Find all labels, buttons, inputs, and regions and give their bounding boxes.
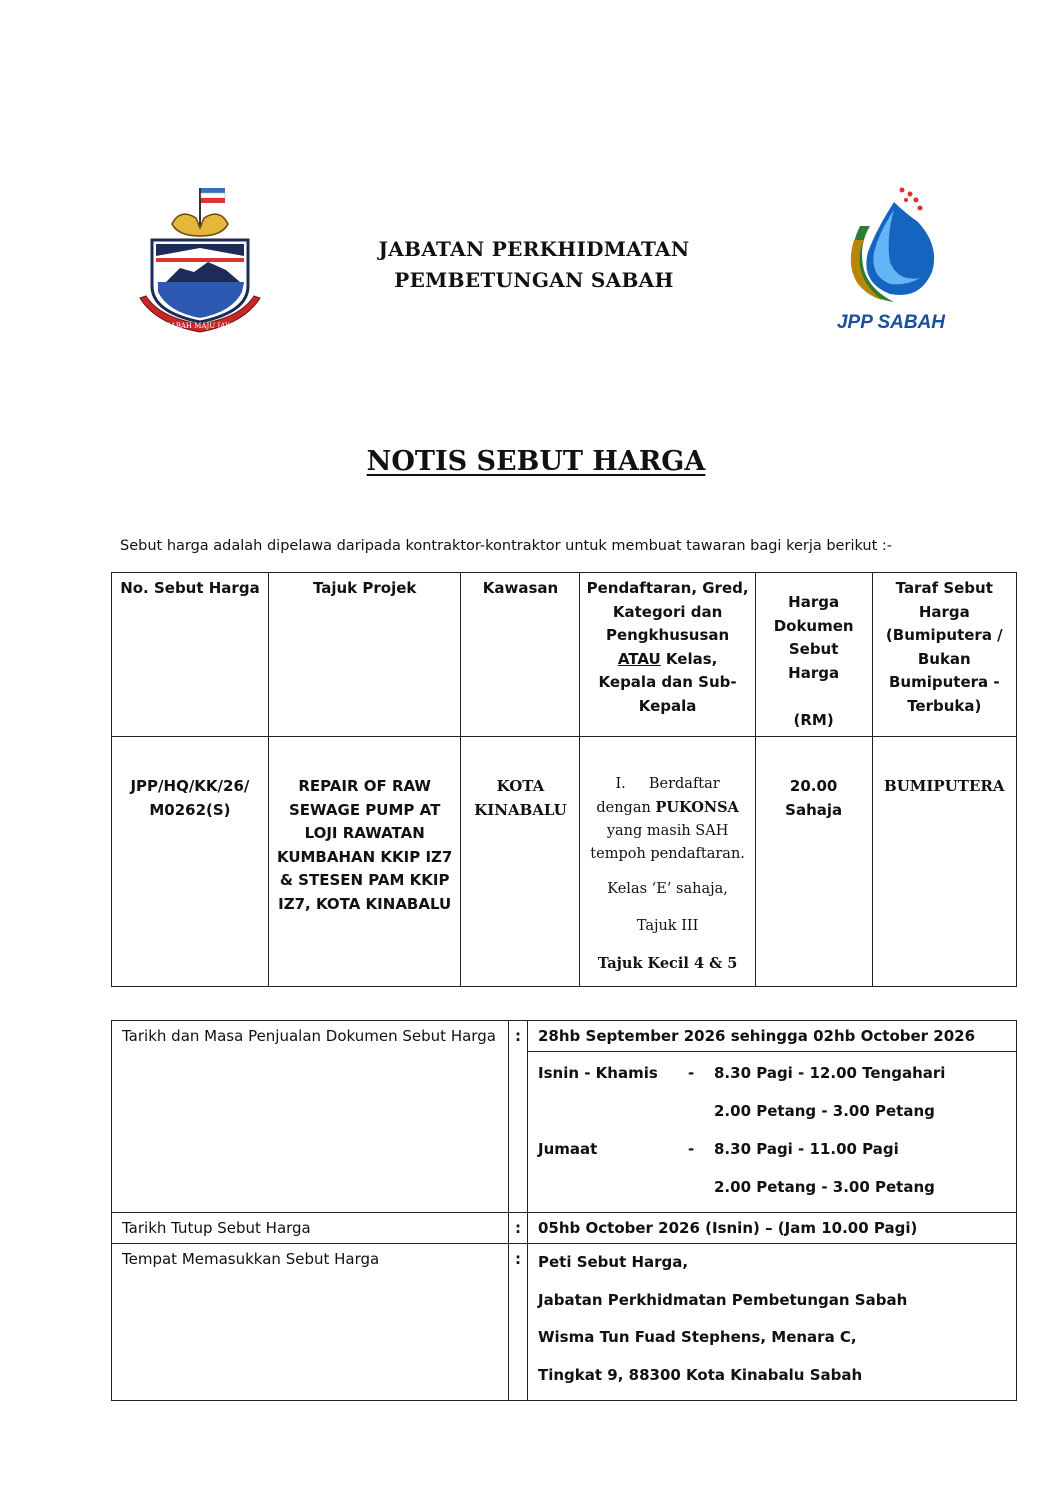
reg-line3: yang masih SAH <box>606 823 729 839</box>
tender-table-row <box>112 737 1017 987</box>
sale-dates-row <box>112 1021 1017 1052</box>
cell-tajuk: REPAIR OF RAW SEWAGE PUMP AT LOJI RAWATAN KUMBAHAN KKIP IZ7 & STESEN PAM KKIP IZ7, KOTA KINABALU <box>268 737 461 987</box>
header-harga-unit: (RM) <box>793 710 834 729</box>
tender-table-header-row <box>112 573 1017 737</box>
header-kawasan: Kawasan <box>461 573 580 737</box>
details-table <box>111 1020 1017 1401</box>
tender-table <box>111 572 1017 987</box>
place-line4: Tingkat 9, 88300 Kota Kinabalu Sabah <box>538 1365 863 1384</box>
cell-pendaftaran <box>580 737 755 987</box>
header-taraf: Taraf Sebut Harga (Bumiputera / Bukan Bumiputera - Terbuka) <box>872 573 1016 737</box>
sale-dates: 28hb September 2026 sehingga 02hb October 2026 <box>528 1021 1017 1052</box>
close-colon: : <box>509 1213 528 1244</box>
header-no: No. Sebut Harga <box>112 573 269 737</box>
submission-place-row <box>112 1244 1017 1401</box>
cell-harga: 20.00 Sahaja <box>755 737 872 987</box>
place-line1: Peti Sebut Harga, <box>538 1253 689 1271</box>
sale-schedule <box>528 1052 1017 1213</box>
sale-colon: : <box>509 1021 528 1213</box>
header-harga <box>755 573 872 737</box>
place-line2: Jabatan Perkhidmatan Pembetungan Sabah <box>538 1290 908 1309</box>
schedule-days2-time2: 2.00 Petang - 3.00 Petang <box>714 1178 935 1196</box>
svg-text:SABAH MAJU JAYA: SABAH MAJU JAYA <box>165 322 235 330</box>
department-title-line2: PEMBETUNGAN SABAH <box>394 268 674 292</box>
schedule-days1: Isnin - Khamis <box>538 1064 658 1082</box>
sabah-crest-logo <box>136 184 264 336</box>
schedule-days2: Jumaat <box>538 1140 598 1158</box>
reg-kelas: Kelas ‘E’ sahaja, <box>607 881 728 897</box>
intro-text: Sebut harga adalah dipelawa daripada kontraktor-kontraktor untuk membuat tawaran bagi kerja berikut :- <box>120 538 893 554</box>
cell-kawasan: KOTA KINABALU <box>461 737 580 987</box>
reg-tajuk-kelas: Tajuk III <box>636 918 699 934</box>
close-label: Tarikh Tutup Sebut Harga <box>112 1213 509 1244</box>
jpp-sabah-water-drop-logo <box>846 186 940 304</box>
reg-line4: tempoh pendaftaran. <box>590 846 745 862</box>
closing-date-row <box>112 1213 1017 1244</box>
reg-marker: I. <box>615 776 626 792</box>
department-title <box>330 234 738 296</box>
schedule-dash2: - <box>688 1140 695 1158</box>
header-pendaftaran-atau: ATAU <box>617 649 661 668</box>
jpp-sabah-logo-text: JPP SABAH <box>836 312 946 333</box>
schedule-days1-time1: 8.30 Pagi - 12.00 Tengahari <box>714 1064 946 1082</box>
schedule-days2-time1: 8.30 Pagi - 11.00 Pagi <box>714 1140 899 1158</box>
close-value: 05hb October 2026 (Isnin) – (Jam 10.00 Pagi) <box>528 1213 1017 1244</box>
registration-requirement <box>586 773 748 975</box>
department-title-line1: JABATAN PERKHIDMATAN <box>378 237 690 261</box>
header-harga-text: Harga Dokumen Sebut Harga <box>773 593 854 682</box>
cell-no: JPP/HQ/KK/26/ M0262(S) <box>112 737 269 987</box>
header-pendaftaran-text: Pendaftaran, Gred, Kategori dan Pengkhususan <box>586 579 749 644</box>
header-pendaftaran-kelas: Kelas, Kepala dan Sub-Kepala <box>598 649 737 715</box>
cell-taraf: BUMIPUTERA <box>872 737 1016 987</box>
schedule-dash1: - <box>688 1064 695 1082</box>
reg-line1: Berdaftar <box>648 776 720 792</box>
header-tajuk: Tajuk Projek <box>268 573 461 737</box>
reg-tajuk-kecil: Tajuk Kecil 4 & 5 <box>597 955 738 972</box>
place-label: Tempat Memasukkan Sebut Harga <box>112 1244 509 1401</box>
place-colon: : <box>509 1244 528 1401</box>
header-pendaftaran <box>580 573 755 737</box>
notice-title: NOTIS SEBUT HARGA <box>366 446 706 477</box>
schedule-days1-time2: 2.00 Petang - 3.00 Petang <box>714 1102 935 1120</box>
sale-label: Tarikh dan Masa Penjualan Dokumen Sebut Harga <box>112 1021 509 1213</box>
place-address <box>528 1244 1017 1401</box>
reg-line2-pre: dengan <box>596 800 651 816</box>
place-line3: Wisma Tun Fuad Stephens, Menara C, <box>538 1328 857 1346</box>
reg-line2-bold: PUKONSA <box>655 799 739 816</box>
